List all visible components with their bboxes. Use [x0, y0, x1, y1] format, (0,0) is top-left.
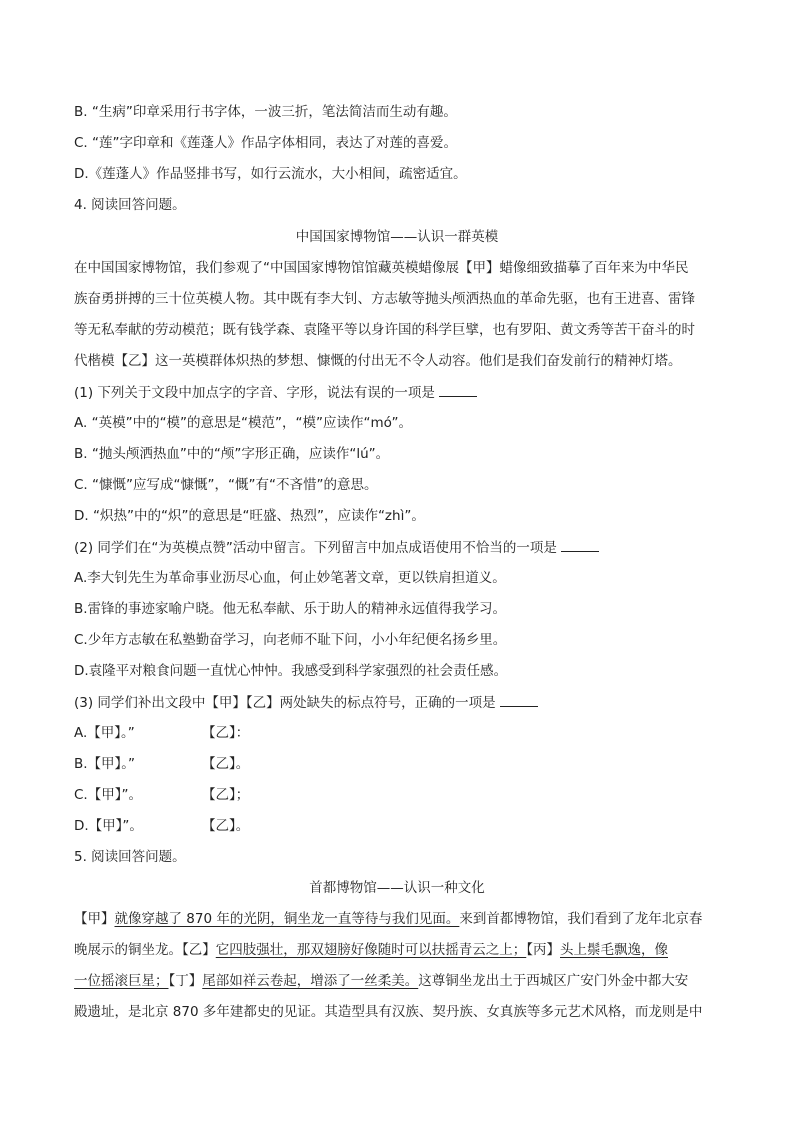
underlined-sentence-ding: 尾部如祥云卷起，增添了一丝柔美。	[202, 973, 419, 989]
q4-sub2-option-d: D.袁隆平对粮食问题一直忧心忡忡。我感受到科学家强烈的社会责任感。	[74, 663, 508, 679]
q3-option-c: C. “莲”字印章和《莲蓬人》作品字体相同，表达了对莲的喜爱。	[74, 135, 457, 151]
q4-passage-line: 等无私奉献的劳动模范；既有钱学森、袁隆平等以身许国的科学巨擘，也有罗阳、黄文秀等苦干奋斗的时	[74, 322, 695, 338]
option-yi: 【乙】：	[202, 725, 250, 741]
underlined-sentence-yi: 它四肢强壮，那双翅膀好像随时可以扶摇青云之上；	[215, 942, 527, 958]
q3-option-b: B. “生病”印章采用行书字体，一波三折，笔法简洁而生动有趣。	[74, 104, 457, 120]
passage-text: 这尊铜坐龙出土于西城区广安门外金中都大安	[418, 973, 689, 989]
q4-heading: 4. 阅读回答问题。	[74, 197, 186, 213]
option-jia: D.【甲】”。	[74, 818, 143, 834]
q5-passage-line	[74, 971, 688, 991]
q4-passage-line: 族奋勇拼搏的三十位英模人物。其中既有李大钊、方志敏等抛头颅洒热血的革命先驱，也有王进喜、雷锋	[74, 291, 695, 307]
q4-sub2-option-b: B.雷锋的事迹家喻户晓。他无私奉献、乐于助人的精神永远值得我学习。	[74, 601, 507, 617]
q5-heading: 5. 阅读回答问题。	[74, 849, 186, 865]
underlined-sentence-bing: 头上鬃毛飘逸，像	[560, 942, 668, 958]
q4-sub3-stem	[74, 692, 538, 713]
option-yi: 【乙】。	[202, 818, 250, 834]
q4-sub1-option-c: C. “慷慨”应写成“慷慨”，“慨”有“不吝惜”的意思。	[74, 477, 378, 493]
label-bing: 【丙】	[526, 942, 560, 958]
option-yi: 【乙】。	[202, 756, 250, 772]
option-jia: C.【甲】”。	[74, 787, 142, 803]
q4-passage-line: 在中国国家博物馆，我们参观了“中国国家博物馆馆藏英模蜡像展【甲】蜡像细致描摹了百年来为中华民	[74, 260, 689, 276]
q4-sub3-stem-text: (3) 同学们补出文段中【甲】【乙】两处缺失的标点符号，正确的一项是	[74, 695, 496, 711]
q4-sub3-option	[74, 785, 249, 805]
q5-passage-line	[74, 940, 668, 960]
answer-blank[interactable]	[561, 537, 599, 552]
label-yi: 【乙】	[182, 942, 216, 958]
underlined-sentence-bing-cont: 一位摇滚巨星；	[74, 973, 169, 989]
passage-text: 来到首都博物馆，我们看到了龙年北京春	[459, 911, 703, 927]
label-jia: 【甲】	[74, 911, 115, 927]
q4-sub1-stem	[74, 382, 477, 403]
passage-text: 晚展示的铜坐龙。	[74, 942, 182, 958]
q4-sub3-option	[74, 754, 249, 774]
q4-sub1-stem-text: (1) 下列关于文段中加点字的字音、字形，说法有误的一项是	[74, 385, 435, 401]
option-jia: B.【甲】。”	[74, 756, 136, 772]
q4-passage-line: 代楷模【乙】这一英模群体炽热的梦想、慷慨的付出无不令人动容。他们是我们奋发前行的精神灯塔。	[74, 353, 682, 369]
q4-sub1-option-a: A. “英模”中的“模”的意思是“模范”，“模”应读作“mó”。	[74, 415, 412, 431]
underlined-sentence-jia: 就像穿越了 870 年的光阴，铜坐龙一直等待与我们见面。	[114, 911, 460, 927]
option-yi: 【乙】；	[202, 787, 250, 803]
q5-passage-line	[74, 909, 702, 929]
q4-sub1-option-d: D. “炽热”中的“炽”的意思是“旺盛、热烈”，应读作“zhì”。	[74, 508, 425, 524]
q4-sub2-option-c: C.少年方志敏在私塾勤奋学习，向老师不耻下问，小小年纪便名扬乡里。	[74, 632, 507, 648]
q5-passage-line: 殿遗址，是北京 870 多年建都史的见证。其造型具有汉族、契丹族、女真族等多元艺术风格，而龙则是中	[74, 1004, 703, 1020]
q4-sub1-option-b: B. “抛头颅洒热血”中的“颅”字形正确，应读作“lú”。	[74, 446, 390, 462]
q4-sub3-option	[74, 723, 249, 743]
q4-sub2-stem-text: (2) 同学们在“为英模点赞”活动中留言。下列留言中加点成语使用不恰当的一项是	[74, 540, 557, 556]
label-ding: 【丁】	[168, 973, 203, 989]
option-jia: A.【甲】。”	[74, 725, 135, 741]
q4-sub2-stem	[74, 537, 599, 558]
q4-sub2-option-a: A.李大钊先生为革命事业沥尽心血，何止妙笔著文章，更以铁肩担道义。	[74, 570, 506, 586]
answer-blank[interactable]	[439, 382, 477, 397]
q5-title: 首都博物馆——认识一种文化	[309, 880, 485, 896]
q3-option-d: D.《莲蓬人》作品竖排书写，如行云流水，大小相间，疏密适宜。	[74, 166, 467, 182]
q4-title: 中国国家博物馆——认识一群英模	[295, 229, 499, 245]
answer-blank[interactable]	[500, 692, 538, 707]
q4-sub3-option	[74, 816, 249, 836]
